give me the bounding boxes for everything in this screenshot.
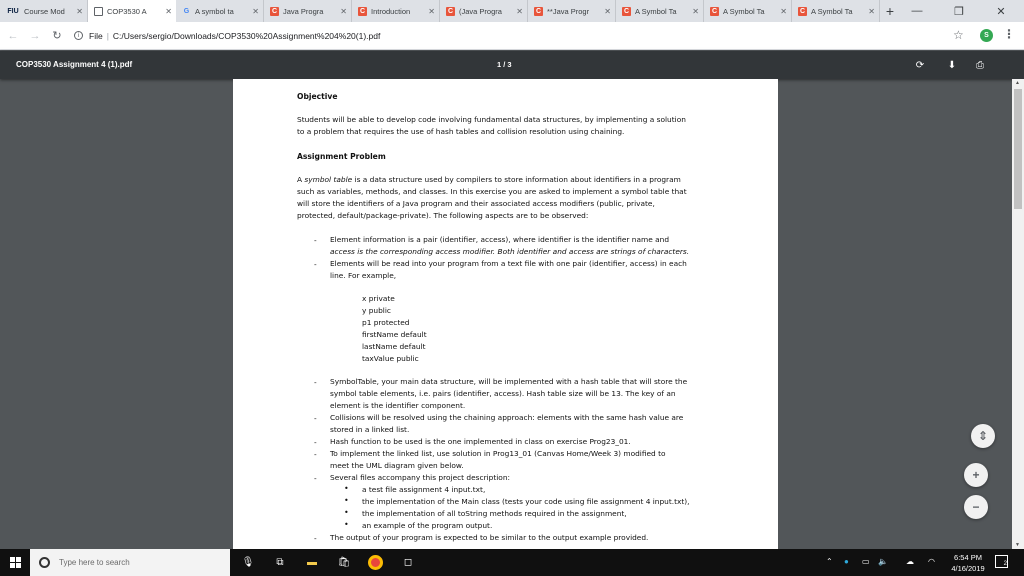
chegg-icon: C xyxy=(535,7,542,15)
bullet-6-line-2: meet the UML diagram given below. xyxy=(330,461,464,470)
camera-icon[interactable]: ◻ xyxy=(403,556,413,568)
tab-title: Java Progra xyxy=(283,6,324,16)
app-tray-icon[interactable]: ● xyxy=(844,557,849,566)
zoom-out-button[interactable]: − xyxy=(964,495,988,519)
problem-line-3: will store the identifiers of a Java program and their associated access modifiers (public, private, xyxy=(297,199,655,208)
search-placeholder: Type here to search xyxy=(59,558,130,567)
chegg-icon: C xyxy=(623,7,630,15)
bullet-4-line-2: stored in a linked list. xyxy=(330,425,410,434)
objective-line-1: Students will be able to develop code involving fundamental data structures, by implementing a solution xyxy=(297,115,686,124)
tab-course-mod[interactable] xyxy=(0,0,88,22)
info-icon[interactable]: i xyxy=(74,31,83,40)
document-icon xyxy=(94,7,103,16)
example-line: lastName default xyxy=(362,342,426,351)
bullet-4-line-1: Collisions will be resolved using the chaining approach: elements with the same hash value are xyxy=(330,413,684,422)
cloud-icon[interactable]: ☁ xyxy=(906,557,914,566)
chegg-icon: C xyxy=(359,7,366,15)
tab-chegg-4[interactable] xyxy=(528,0,616,22)
bullet-7-line-1: Several files accompany this project description: xyxy=(330,473,511,482)
tab-cop3530-pdf[interactable] xyxy=(88,0,176,22)
scroll-down-arrow-icon[interactable]: ▼ xyxy=(1015,542,1020,548)
list-bullet: • xyxy=(344,520,349,529)
list-bullet: • xyxy=(344,496,349,505)
volume-icon[interactable]: 🔈 xyxy=(878,557,888,566)
problem-line-1: A symbol table is a data structure used by compilers to store information about identifiers in a program xyxy=(297,175,681,184)
divider: | xyxy=(106,30,109,41)
chrome-icon[interactable] xyxy=(368,555,383,570)
pdf-toolbar xyxy=(0,51,1024,79)
bullet-8-line-1: The output of your program is expected to be similar to the output example provided. xyxy=(330,533,649,542)
profile-avatar[interactable]: S xyxy=(980,29,993,42)
menu-kebab-icon[interactable]: ⋮ xyxy=(1003,27,1015,41)
page-indicator[interactable]: 1 / 3 xyxy=(497,60,512,69)
chevron-up-icon[interactable]: ⌃ xyxy=(826,557,833,566)
tab-chegg-7[interactable] xyxy=(792,0,880,22)
tab-strip xyxy=(0,0,1024,22)
file-explorer-icon[interactable]: ▬ xyxy=(307,556,317,568)
problem-heading: Assignment Problem xyxy=(297,152,386,161)
close-icon[interactable]: ✕ xyxy=(868,6,875,16)
bullet-2-line-1: Elements will be read into your program from a text file with one pair (identifier, access) in each xyxy=(330,259,687,268)
print-icon[interactable]: ⎙ xyxy=(976,59,984,71)
bullet-1-line-2: access is the corresponding access modifier. Both identifier and access are strings of characters. xyxy=(330,247,690,256)
list-dash: - xyxy=(314,414,317,423)
scrollbar[interactable] xyxy=(1012,79,1024,549)
tab-chegg-2[interactable] xyxy=(352,0,440,22)
tab-chegg-1[interactable] xyxy=(264,0,352,22)
example-line: p1 protected xyxy=(362,318,410,327)
bullet-3-line-1: SymbolTable, your main data structure, will be implemented with a hash table that will store the xyxy=(330,377,688,386)
notification-center-icon[interactable] xyxy=(995,555,1008,568)
objective-line-2: to a problem that requires the use of hash tables and collision resolution using chaining. xyxy=(297,127,625,136)
sub-bullet-line: a test file assignment 4 input.txt, xyxy=(362,485,486,494)
bullet-5-line-1: Hash function to be used is the one implemented in class on exercise Prog23_01. xyxy=(330,437,631,446)
example-line: taxValue public xyxy=(362,354,419,363)
close-icon[interactable]: ✕ xyxy=(516,6,523,16)
close-icon[interactable]: ✕ xyxy=(780,6,787,16)
pdf-title: COP3530 Assignment 4 (1).pdf xyxy=(16,60,133,69)
close-icon[interactable]: ✕ xyxy=(692,6,699,16)
bullet-3-line-2: symbol table elements, i.e. pairs (identifier, access). Hash table size will be 13. The key of an xyxy=(330,389,676,398)
list-dash: - xyxy=(314,534,317,543)
google-icon: G xyxy=(183,7,190,15)
taskbar xyxy=(0,549,1024,576)
tab-chegg-3[interactable] xyxy=(440,0,528,22)
tab-title: A Symbol Ta xyxy=(723,6,765,16)
sub-bullet-line: an example of the program output. xyxy=(362,521,493,530)
sub-bullet-line: the implementation of all toString methods required in the assignment, xyxy=(362,509,627,518)
tab-google-search[interactable] xyxy=(176,0,264,22)
browser-toolbar xyxy=(0,22,1024,50)
tab-title: A Symbol Ta xyxy=(811,6,853,16)
close-icon[interactable]: ✕ xyxy=(428,6,435,16)
tab-title: COP3530 A xyxy=(107,6,147,16)
list-dash: - xyxy=(314,260,317,269)
reload-button[interactable]: ↻ xyxy=(52,30,62,42)
battery-icon[interactable]: ▭ xyxy=(862,557,870,566)
list-dash: - xyxy=(314,378,317,387)
close-window-button[interactable]: ✕ xyxy=(996,5,1006,18)
example-line: y public xyxy=(362,306,391,315)
chegg-icon: C xyxy=(711,7,718,15)
tab-chegg-6[interactable] xyxy=(704,0,792,22)
sub-bullet-line: the implementation of the Main class (tests your code using file assignment 4 input.txt), xyxy=(362,497,690,506)
wifi-icon[interactable]: ◠ xyxy=(928,557,935,566)
start-button[interactable] xyxy=(0,549,30,576)
tab-title: (Java Progra xyxy=(459,6,502,16)
bookmark-star-icon[interactable]: ☆ xyxy=(953,28,964,42)
taskbar-search[interactable] xyxy=(30,549,230,576)
minimize-button[interactable]: — xyxy=(911,5,923,17)
example-line: x private xyxy=(362,294,395,303)
restore-button[interactable]: ❐ xyxy=(954,5,964,18)
new-tab-button[interactable]: + xyxy=(885,3,895,19)
bullet-1-line-1: Element information is a pair (identifier, access), where identifier is the identifier name and xyxy=(330,235,670,244)
back-button[interactable]: ← xyxy=(7,29,19,42)
list-dash: - xyxy=(314,474,317,483)
close-icon[interactable]: ✕ xyxy=(604,6,611,16)
download-icon[interactable]: ⬇ xyxy=(947,59,957,71)
tab-title: Introduction xyxy=(371,6,411,16)
example-line: firstName default xyxy=(362,330,427,339)
rotate-icon[interactable]: ⟳ xyxy=(915,59,925,71)
close-icon[interactable]: ✕ xyxy=(252,6,259,16)
clock-date: 4/16/2019 xyxy=(951,564,985,573)
list-bullet: • xyxy=(344,508,349,517)
forward-button[interactable]: → xyxy=(29,29,41,42)
list-dash: - xyxy=(314,438,317,447)
scrollbar-thumb[interactable] xyxy=(1014,89,1022,209)
tab-title: **Java Progr xyxy=(547,6,590,16)
tab-title: A symbol ta xyxy=(195,6,234,16)
close-icon[interactable]: ✕ xyxy=(340,6,347,16)
tab-chegg-5[interactable] xyxy=(616,0,704,22)
url-text: C:/Users/sergio/Downloads/COP3530%20Assignment%204%20(1).pdf xyxy=(112,30,381,41)
chegg-icon: C xyxy=(271,7,278,15)
windows-logo-icon xyxy=(10,557,21,568)
clock[interactable] xyxy=(946,552,990,574)
problem-line-2: such as variables, methods, and classes. In this exercise you are asked to implement a symbol table that xyxy=(297,187,687,196)
pdf-page xyxy=(233,79,778,549)
scheme-label: File xyxy=(89,30,103,41)
close-icon[interactable]: ✕ xyxy=(76,6,83,16)
task-view-icon[interactable]: ⧉ xyxy=(276,556,284,568)
chegg-icon: C xyxy=(447,7,454,15)
close-icon[interactable]: ✕ xyxy=(165,6,172,16)
list-dash: - xyxy=(314,236,317,245)
fiu-logo-icon: FIU xyxy=(7,7,19,15)
store-icon[interactable]: 🛍 xyxy=(337,556,351,568)
scroll-up-arrow-icon[interactable]: ▲ xyxy=(1015,80,1020,86)
notification-count: 2 xyxy=(1003,561,1007,567)
bullet-2-line-2: line. For example, xyxy=(330,271,397,280)
zoom-in-button[interactable]: + xyxy=(964,463,988,487)
bullet-3-line-3: element is the identifier component. xyxy=(330,401,466,410)
tab-title: Course Mod xyxy=(24,6,65,16)
tab-title: A Symbol Ta xyxy=(635,6,677,16)
list-bullet: • xyxy=(344,484,349,493)
objective-heading: Objective xyxy=(297,92,338,101)
clock-time: 6:54 PM xyxy=(954,553,982,562)
cortana-icon xyxy=(39,557,50,568)
bullet-6-line-1: To implement the linked list, use solution in Prog13_01 (Canvas Home/Week 3) modified to xyxy=(330,449,666,458)
fit-to-page-button[interactable]: ⇕ xyxy=(971,424,995,448)
microphone-icon[interactable]: 🎙 xyxy=(241,556,255,568)
address-bar[interactable] xyxy=(74,26,380,46)
list-dash: - xyxy=(314,450,317,459)
problem-line-4: protected, default/package-private). The following aspects are to be observed: xyxy=(297,211,589,220)
chegg-icon: C xyxy=(799,7,806,15)
